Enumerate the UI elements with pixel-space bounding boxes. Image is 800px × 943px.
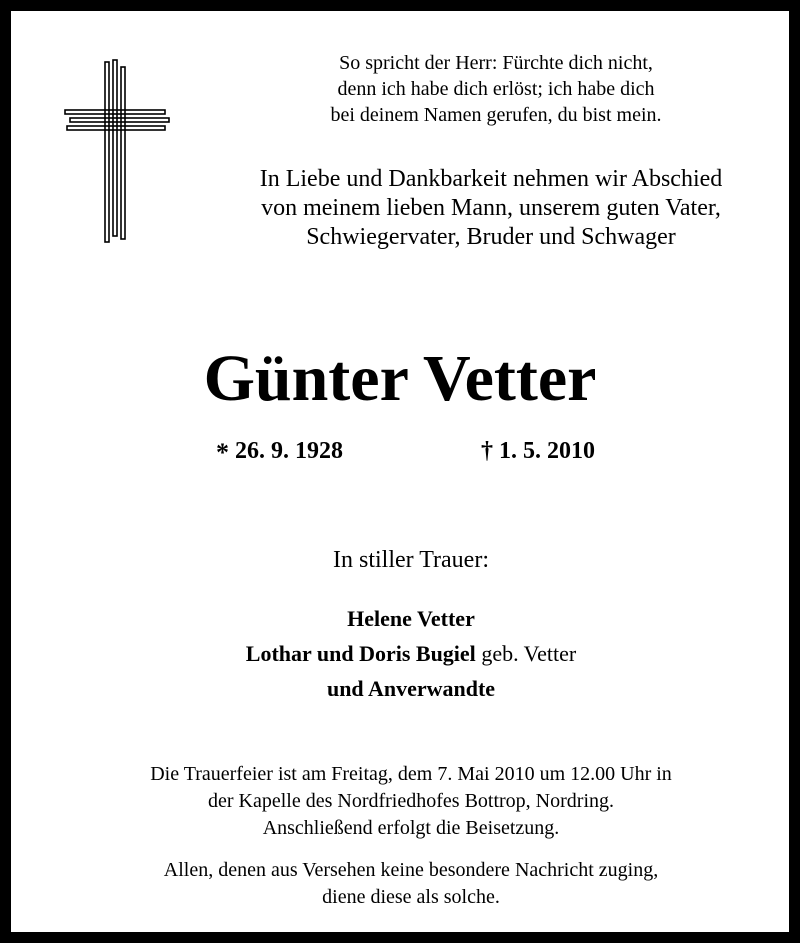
- mourner-name: Lothar und Doris Bugiel: [245, 641, 476, 666]
- deceased-name: Günter Vetter: [203, 342, 597, 415]
- funeral-details: [11, 761, 800, 842]
- birth-date: 26. 9. 1928: [235, 438, 343, 464]
- mourner-name: Helene Vetter: [347, 606, 475, 631]
- closing-note: [11, 857, 800, 911]
- mourner-line: [11, 636, 800, 671]
- mourner-maiden-name: geb. Vetter: [475, 641, 577, 666]
- death-date-line: [481, 435, 595, 467]
- verse-line: bei deinem Namen gerufen, du bist mein.: [330, 104, 662, 126]
- mourners-list: [11, 601, 800, 706]
- bible-verse: [281, 50, 711, 128]
- verse-line: denn ich habe dich erlöst; ich habe dich: [337, 78, 655, 100]
- birth-symbol: *: [216, 438, 229, 467]
- mourning-heading: In stiller Trauer:: [333, 547, 489, 573]
- birth-date-line: [216, 435, 343, 469]
- death-symbol: †: [481, 438, 493, 464]
- ceremony-line: der Kapelle des Nordfriedhofes Bottrop, Nordring.: [208, 790, 614, 812]
- ceremony-line: Anschließend erfolgt die Beisetzung.: [262, 817, 560, 839]
- closing-line: Allen, denen aus Versehen keine besondere Nachricht zuging,: [163, 859, 659, 881]
- mourner-relatives: und Anverwandte: [326, 676, 496, 701]
- cross-icon: [63, 59, 173, 244]
- farewell-intro: [191, 165, 791, 252]
- intro-line: In Liebe und Dankbarkeit nehmen wir Abschied: [259, 166, 723, 192]
- ceremony-line: Die Trauerfeier ist am Freitag, dem 7. Mai 2010 um 12.00 Uhr in: [150, 763, 672, 785]
- verse-line: So spricht der Herr: Fürchte dich nicht,: [339, 52, 653, 74]
- closing-line: diene diese als solche.: [322, 886, 500, 908]
- death-date: 1. 5. 2010: [499, 438, 595, 464]
- intro-line: von meinem lieben Mann, unserem guten Vater,: [261, 195, 721, 221]
- intro-line: Schwiegervater, Bruder und Schwager: [306, 224, 676, 250]
